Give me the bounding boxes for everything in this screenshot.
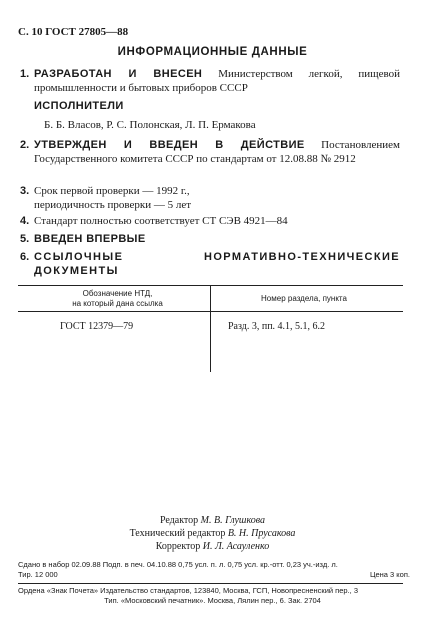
credit-editor: Редактор М. В. Глушкова [159, 515, 266, 526]
table-header-rule [18, 311, 403, 312]
item-4-text: Стандарт полностью соответствует СТ СЭВ 4921—84 [34, 215, 288, 227]
item-4-number: 4. [20, 215, 30, 227]
item-5-number: 5. [20, 233, 30, 245]
credits-block [0, 514, 425, 553]
item-3-line2: периодичность проверки — 5 лет [34, 199, 192, 211]
item-5-lead: ВВЕДЕН ВПЕРВЫЕ [34, 233, 146, 245]
item-2-text: Постановлением Государственного комитета СССР по стандартам от 12.08.88 № 2912 [34, 139, 400, 165]
item-1-text: Министерством легкой, пищевой промышленности и бытовых приборов СССР [34, 68, 401, 94]
imprint-publisher: Ордена «Знак Почета» Издательство стандартов, 123840, Москва, ГСП, Новопресненский пер., 3 [18, 586, 358, 595]
item-2 [20, 138, 400, 166]
imprint-print-run: Тир. 12 000 [18, 570, 58, 579]
credit-proofreader: Корректор И. Л. Асауленко [155, 541, 270, 552]
item-1 [20, 67, 400, 95]
table-cell-section: Разд. 3, пп. 4.1, 5.1, 6.2 [228, 321, 326, 332]
imprint-price: Цена 3 коп. [369, 570, 410, 579]
item-1-lead: РАЗРАБОТАН И ВНЕСЕН [34, 68, 203, 80]
item-5 [20, 232, 400, 246]
executors-block [20, 99, 400, 113]
item-6-number: 6. [20, 251, 30, 263]
executors-heading: ИСПОЛНИТЕЛИ [34, 100, 124, 112]
section-title: ИНФОРМАЦИОННЫЕ ДАННЫЕ [117, 46, 308, 58]
imprint-rule [18, 583, 403, 584]
item-3-number: 3. [20, 185, 30, 197]
credit-tech-editor: Технический редактор В. Н. Прусакова [129, 528, 296, 539]
table-header-section: Номер раздела, пункта [261, 294, 347, 303]
table-cell-doc: ГОСТ 12379—79 [60, 321, 134, 332]
table-header-designation: Обозначение НТД, на который дана ссылка [72, 289, 163, 308]
imprint-printer: Тип. «Московский печатник». Москва, Лялин пер., 6. Зак. 2704 [104, 596, 321, 605]
table-column-divider [210, 285, 211, 372]
item-6 [20, 250, 400, 278]
imprint-line-1: Сдано в набор 02.09.88 Подп. в печ. 04.10.88 0,75 усл. п. л. 0,75 усл. кр.-отт. 0,23 уч.-изд. л. [18, 560, 338, 569]
item-2-number: 2. [20, 139, 30, 151]
item-3 [20, 184, 400, 212]
item-3-line1: Срок первой проверки — 1992 г., [34, 185, 190, 197]
item-6-lead: ССЫЛОЧНЫЕ НОРМАТИВНО-ТЕХНИЧЕСКИЕ ДОКУМЕНТЫ [34, 251, 400, 277]
item-4 [20, 214, 400, 228]
executors-names: Б. Б. Власов, Р. С. Полонская, Л. П. Ермакова [44, 119, 256, 131]
item-1-number: 1. [20, 68, 30, 80]
item-2-lead: УТВЕРЖДЕН И ВВЕДЕН В ДЕЙСТВИЕ [34, 139, 305, 151]
page-header: С. 10 ГОСТ 27805—88 [18, 26, 129, 38]
